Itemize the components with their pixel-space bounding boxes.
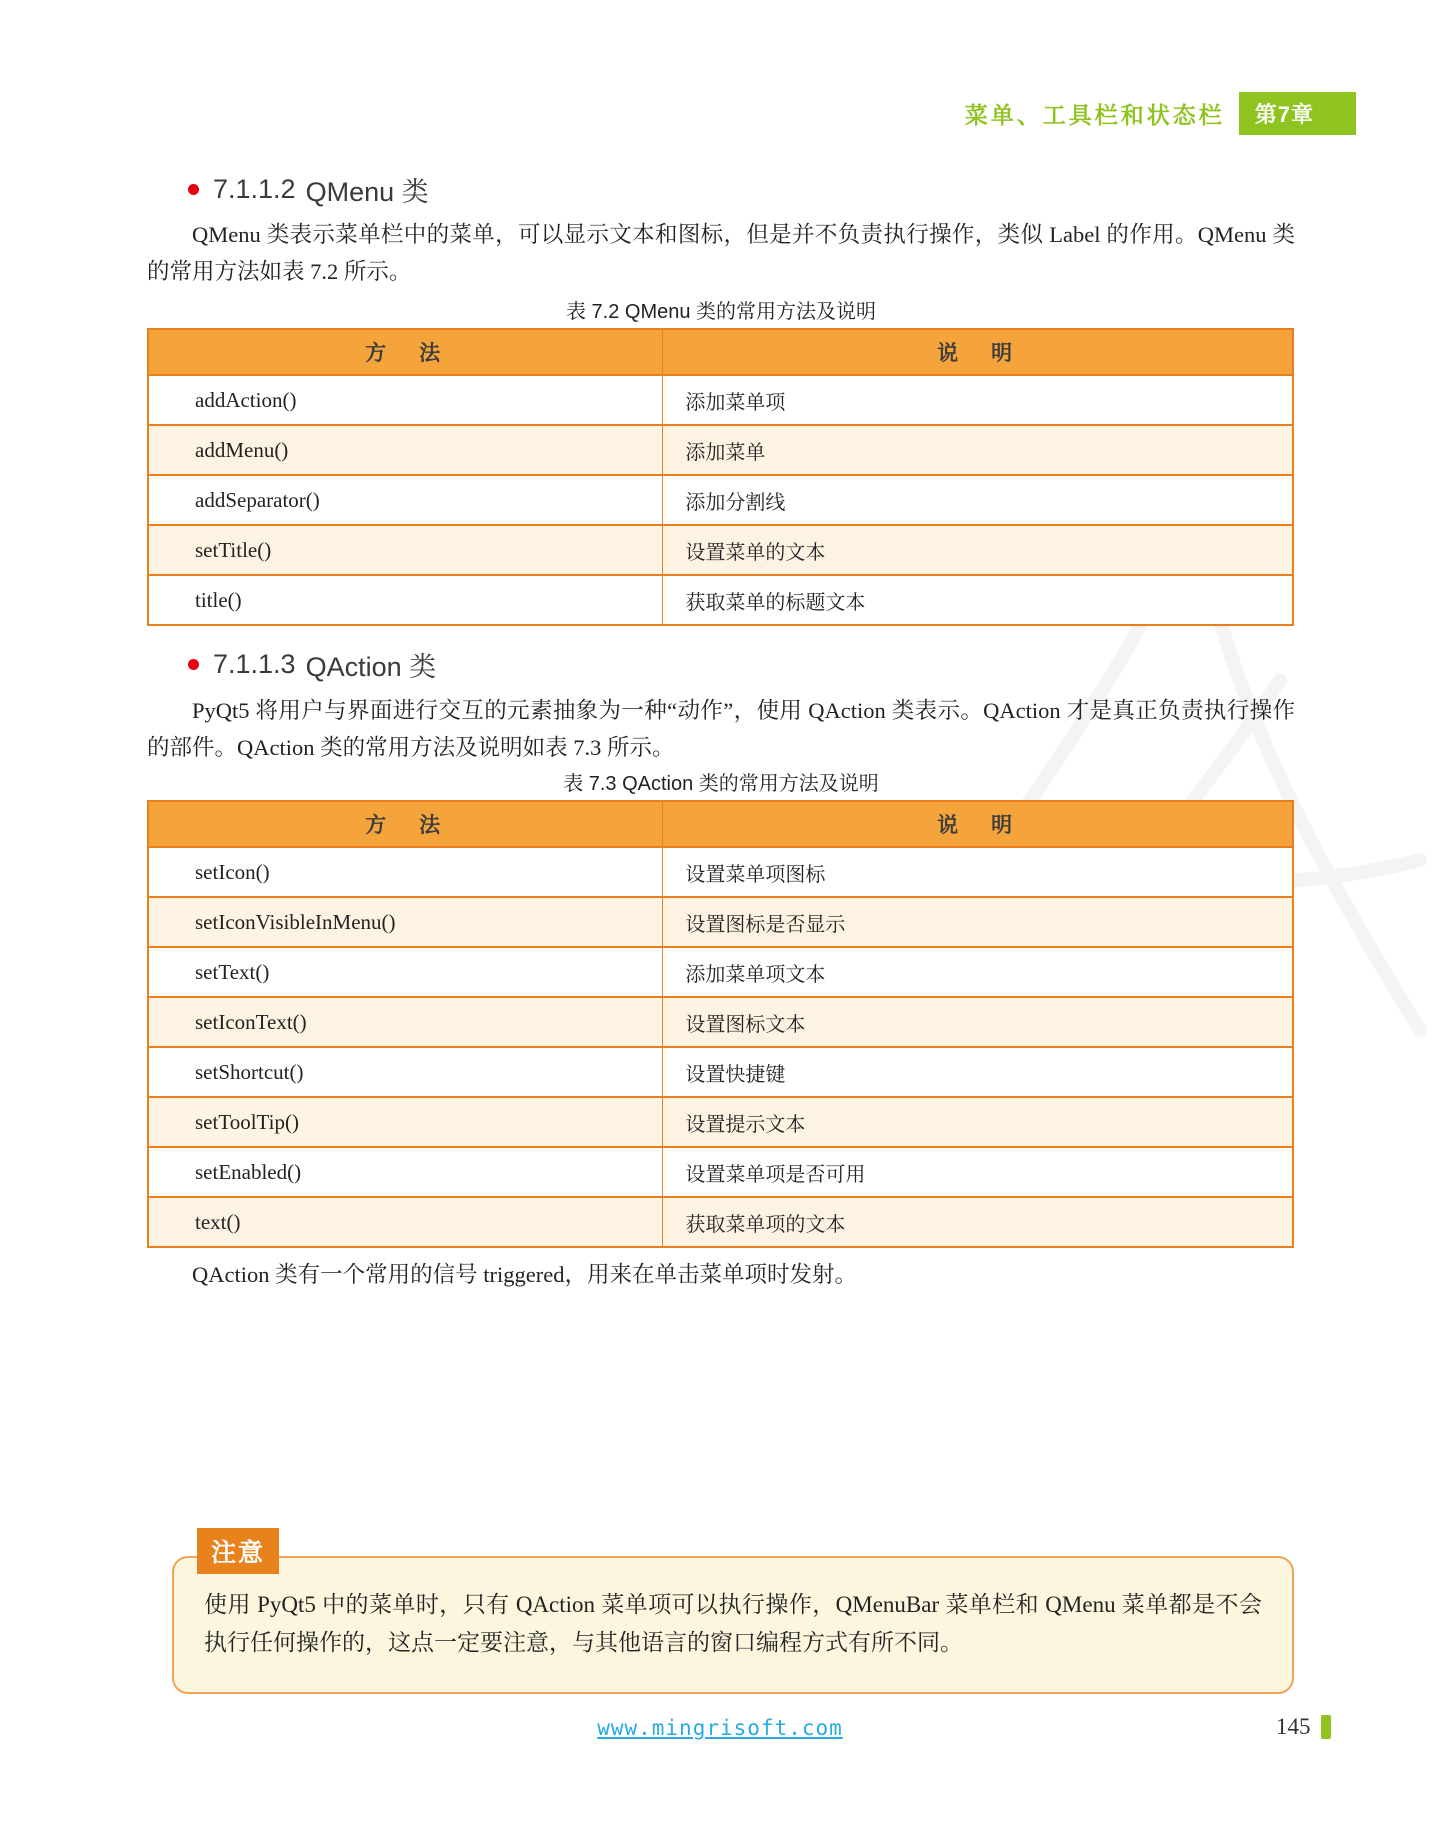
description-cell: 设置菜单项是否可用 [685,1163,866,1186]
page-header [965,92,1356,135]
table-qaction-methods [147,800,1294,1248]
table-header-row [149,330,1292,374]
description-cell: 设置快捷键 [685,1063,786,1086]
table-row [149,946,1292,996]
section-number: 7.1.1.3 [213,649,296,679]
table-row [149,574,1292,624]
method-cell: setEnabled() [149,1148,663,1196]
method-cell: setText() [149,948,663,996]
method-cell: title() [149,576,663,624]
note-box: 使用 PyQt5 中的菜单时，只有 QAction 菜单项可以执行操作，QMenuBar 菜单栏和 QMenu 菜单都是不会执行任何操作的，这点一定要注意，与其他语言的窗口编程方式有所不同。 [172,1556,1294,1694]
description-cell: 添加菜单项文本 [685,963,826,986]
section-title: QAction 类 [305,652,437,682]
method-cell: setIcon() [149,848,663,896]
table-row [149,1096,1292,1146]
method-cell: addAction() [149,376,663,424]
table-header-row [149,802,1292,846]
table-row [149,374,1292,424]
chapter-badge: 第7章 [1239,92,1356,135]
bullet-icon [188,659,199,670]
table-qmenu-methods [147,328,1294,626]
table-caption-7-3: 表 7.3 QAction 类的常用方法及说明 [563,773,879,795]
section-title: QMenu 类 [305,177,429,207]
method-cell: setToolTip() [149,1098,663,1146]
footer-website-link[interactable]: www.mingrisoft.com [597,1716,843,1740]
description-cell: 添加菜单项 [685,391,786,414]
table-row [149,996,1292,1046]
page-number [1276,1714,1331,1740]
table-caption-7-2: 表 7.2 QMenu 类的常用方法及说明 [565,301,877,323]
method-cell: setTitle() [149,526,663,574]
page-number-bar-icon [1321,1715,1331,1739]
table-row [149,524,1292,574]
section-heading-qaction [188,645,436,684]
method-cell: text() [149,1198,663,1246]
description-cell: 设置图标文本 [685,1013,806,1036]
table-row [149,846,1292,896]
note-label: 注意 [197,1528,279,1574]
section-number: 7.1.1.2 [213,174,296,204]
column-header-method: 方 法 [149,802,663,846]
table-row [149,474,1292,524]
description-cell: 设置菜单项图标 [685,863,826,886]
method-cell: addSeparator() [149,476,663,524]
paragraph-qaction-intro: PyQt5 将用户与界面进行交互的元素抽象为一种“动作”，使用 QAction 类表示。QAction 才是真正负责执行操作的部件。QAction 类的常用方法及说明如表 7.3 所示。 [147,698,1295,760]
method-cell: addMenu() [149,426,663,474]
section-heading-qmenu [188,170,429,209]
table-row [149,1046,1292,1096]
description-cell: 获取菜单项的文本 [685,1213,846,1236]
table-row [149,896,1292,946]
method-cell: setShortcut() [149,1048,663,1096]
description-cell: 添加分割线 [685,491,786,514]
table-row [149,1146,1292,1196]
method-cell: setIconVisibleInMenu() [149,898,663,946]
paragraph-qmenu-intro: QMenu 类表示菜单栏中的菜单，可以显示文本和图标，但是并不负责执行操作，类似 Label 的作用。QMenu 类的常用方法如表 7.2 所示。 [147,222,1295,284]
bullet-icon [188,184,199,195]
description-cell: 获取菜单的标题文本 [685,591,866,614]
table-row [149,1196,1292,1246]
description-cell: 设置提示文本 [685,1113,806,1136]
column-header-description: 说 明 [937,342,1019,365]
page-number-value: 145 [1276,1714,1311,1739]
method-cell: setIconText() [149,998,663,1046]
column-header-description: 说 明 [937,814,1019,837]
chapter-title: 菜单、工具栏和状态栏 [964,102,1225,128]
table-row [149,424,1292,474]
column-header-method: 方 法 [149,330,663,374]
description-cell: 设置图标是否显示 [685,913,846,936]
paragraph-qaction-outro: QAction 类有一个常用的信号 triggered，用来在单击菜单项时发射。 [192,1262,857,1287]
description-cell: 添加菜单 [685,441,766,464]
description-cell: 设置菜单的文本 [685,541,826,564]
